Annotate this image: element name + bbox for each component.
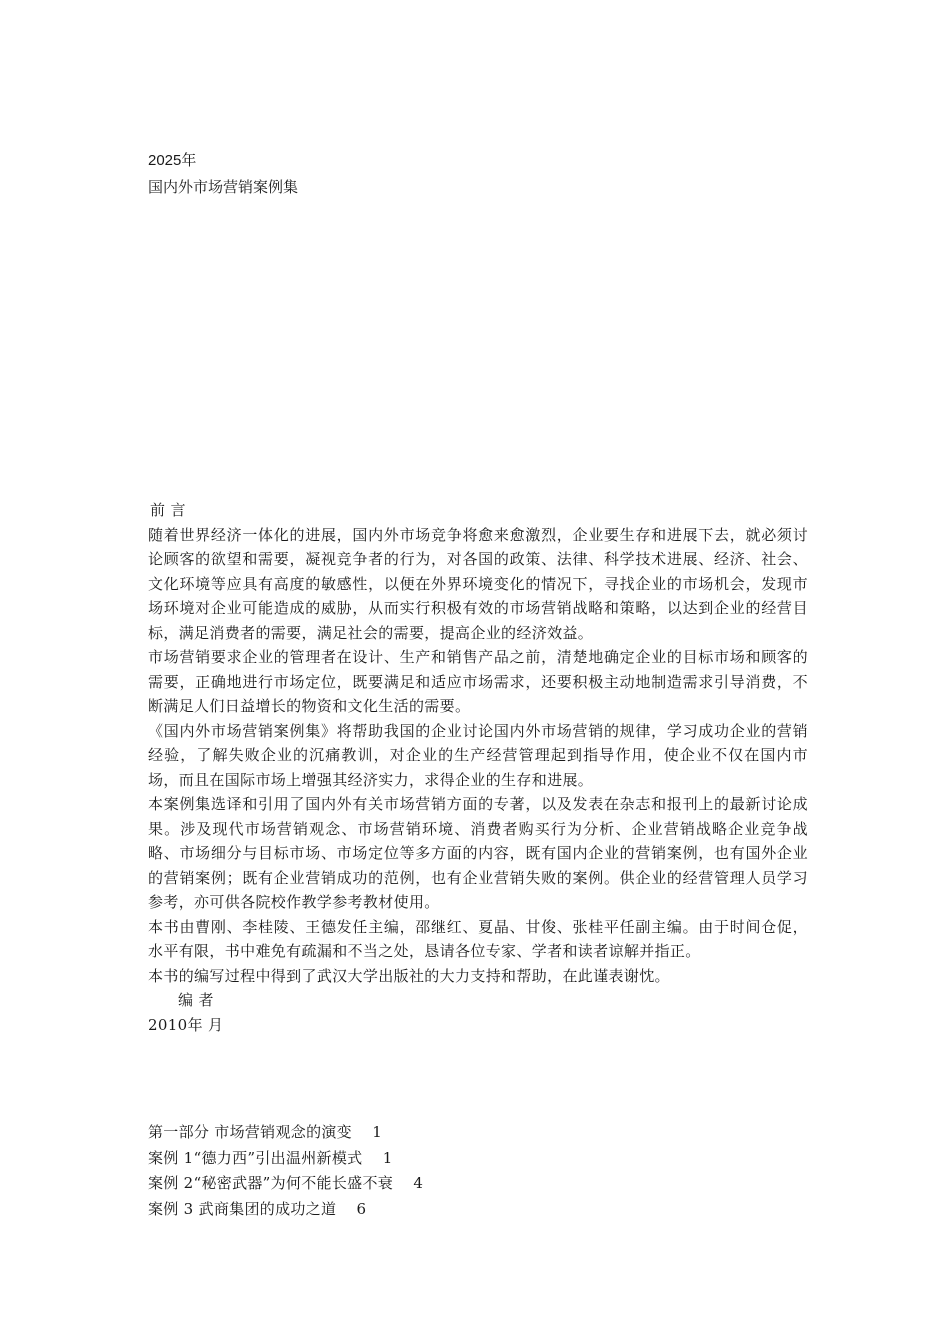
toc-entry[interactable]: 案例 3 武商集团的成功之道 6 <box>148 1199 367 1218</box>
table-of-contents <box>148 1120 423 1222</box>
preface-section <box>148 498 808 1037</box>
preface-signature: 编 者 <box>178 991 214 1009</box>
preface-paragraph: 随着世界经济一体化的进展，国内外市场竞争将愈来愈激烈，企业要生存和进展下去，就必须讨论顾客的欲望和需要，凝视竞争者的行为，对各国的政策、法律、科学技术进展、经济、社会、文化环境等应具有高度的敏感性，以便在外界环境变化的情况下，寻找企业的市场机会，发现市场环境对企业可能造成的威胁，从而实行积极有效的市场营销战略和策略，以达到企业的经营目标，满足消费者的需要，满足社会的需要，提高企业的经济效益。 <box>148 525 808 642</box>
preface-paragraph: 本书由曹刚、李桂陵、王德发任主编，邵继红、夏晶、甘俊、张桂平任副主编。由于时间仓促，水平有限，书中难免有疏漏和不当之处，恳请各位专家、学者和读者谅解并指正。 <box>148 917 808 960</box>
preface-heading: 前 言 <box>150 501 186 519</box>
preface-paragraph: 本书的编写过程中得到了武汉大学出版社的大力支持和帮助，在此谨表谢忱。 <box>148 966 670 985</box>
toc-entry[interactable]: 案例 2“秘密武器”为何不能长盛不衰 4 <box>148 1174 424 1192</box>
preface-paragraph: 市场营销要求企业的管理者在设计、生产和销售产品之前，清楚地确定企业的目标市场和顾客的需要，正确地进行市场定位，既要满足和适应市场需求，还要积极主动地制造需求引导消费，不断满足人们日益增长的物资和文化生活的需要。 <box>148 648 808 715</box>
cover-title: 国内外市场营销案例集 <box>148 178 299 196</box>
toc-entry[interactable]: 案例 1“德力西”引出温州新模式 1 <box>148 1148 393 1167</box>
preface-paragraph: 本案例集选译和引用了国内外有关市场营销方面的专著，以及发表在杂志和报刊上的最新讨论成果。涉及现代市场营销观念、市场营销环境、消费者购买行为分析、企业营销战略企业竞争战略、市场细分与目标市场、市场定位等多方面的内容，既有国内企业的营销案例，也有国外企业的营销案例；既有企业营销成功的范例，也有企业营销失败的案例。供企业的经营管理人员学习参考，亦可供各院校作教学参考教材使用。 <box>148 795 808 911</box>
preface-date: 2010年 月 <box>148 1015 224 1034</box>
cover-year: 2025年 <box>148 152 197 169</box>
toc-entry[interactable]: 第一部分 市场营销观念的演变 1 <box>148 1123 383 1141</box>
preface-paragraph: 《国内外市场营销案例集》将帮助我国的企业讨论国内外市场营销的规律，学习成功企业的营销经验，了解失败企业的沉痛教训，对企业的生产经营管理起到指导作用，使企业不仅在国内市场，而且在国际市场上增强其经济实力，求得企业的生存和进展。 <box>148 721 808 789</box>
